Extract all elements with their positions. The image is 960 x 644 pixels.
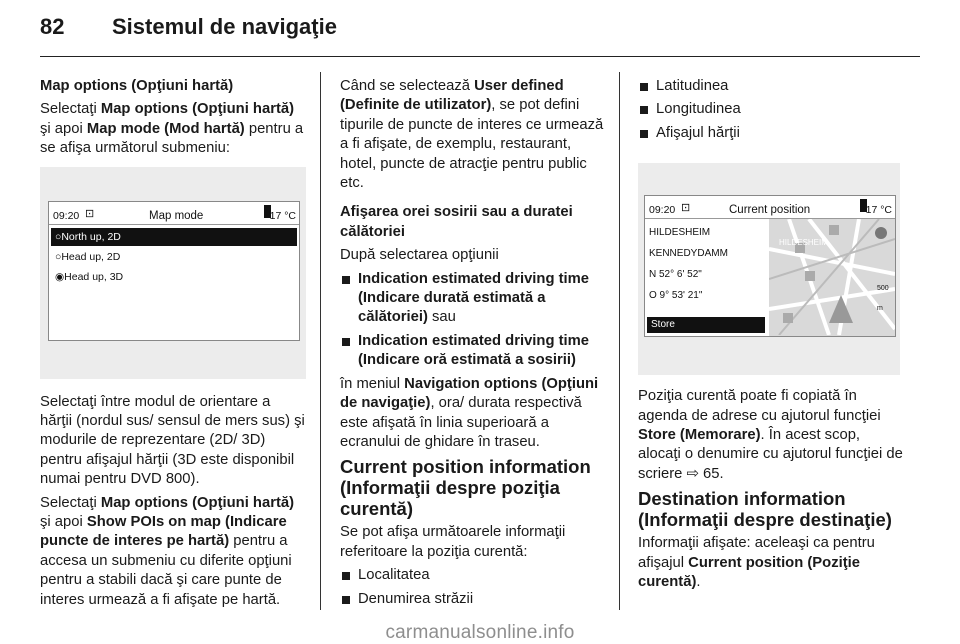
text-run: şi apoi bbox=[40, 120, 87, 137]
text-run: pentru a accesa un submeniu cu diferite opţiuni pentru a stabili dacă şi care punte de interes urmează a fi afişate pe hartă. bbox=[40, 533, 292, 608]
column-divider bbox=[619, 72, 620, 610]
temperature: 17 °C bbox=[865, 204, 892, 217]
bullet-item: Denumirea străzii bbox=[340, 590, 606, 609]
map-scale: 500 m bbox=[877, 285, 889, 312]
position-info bbox=[649, 222, 765, 306]
text-run: Selectaţi bbox=[40, 494, 101, 511]
screenshot-map-mode bbox=[40, 167, 306, 379]
paragraph: După selectarea opţiunii bbox=[340, 247, 499, 264]
map-view[interactable] bbox=[769, 219, 895, 336]
position-line: KENNEDYDAMM bbox=[649, 248, 728, 260]
radio-icon: ○ bbox=[55, 250, 62, 263]
text-run: , se pot defini tipurile de puncte de interes ce urmează a fi afişate, de exemplu, restaurant, hotel, puncte de atracţie pentru public etc. bbox=[340, 97, 604, 192]
bullet-item: Longitudinea bbox=[638, 100, 904, 119]
text-run: pentru a se afişa următorul submeniu: bbox=[40, 120, 304, 157]
text-run: . bbox=[696, 574, 701, 591]
paragraph: Se pot afişa următoarele informaţii referitoare la poziţia curentă: bbox=[340, 524, 566, 560]
screenshot-current-position bbox=[638, 163, 900, 375]
text-run: Map options (Opţiuni hartă) bbox=[100, 101, 295, 118]
radio-icon: ○ bbox=[55, 230, 62, 243]
bullet-item: Afişajul hărţii bbox=[638, 124, 904, 143]
text-run: ⇨ bbox=[686, 465, 699, 482]
text-run: Indication estimated driving time (Indicare durată estimată a călătoriei) bbox=[358, 270, 590, 326]
bullet-item: Latitudinea bbox=[638, 77, 904, 96]
text-run: sau bbox=[427, 309, 456, 326]
text-run: şi apoi bbox=[40, 514, 87, 531]
column-divider bbox=[320, 72, 321, 610]
back-icon: ⊡ bbox=[85, 207, 95, 220]
map-mode-option[interactable] bbox=[51, 268, 297, 286]
back-icon: ⊡ bbox=[681, 202, 691, 215]
text-run: . În acest scop, alocaţi o denumire cu ajutorul funcţiei de scriere bbox=[638, 427, 903, 482]
paragraph bbox=[40, 393, 306, 490]
option-label: North up, 2D bbox=[61, 230, 121, 243]
screen-title: Map mode bbox=[149, 209, 204, 222]
map-mode-option[interactable] bbox=[51, 228, 297, 246]
options-list bbox=[51, 228, 297, 288]
text-run: 65. bbox=[698, 465, 724, 482]
text-run: Show POIs on map (Indicare puncte de interes pe hartă) bbox=[40, 514, 287, 550]
text-run: Navigation options (Opţiuni de navigaţie) bbox=[340, 375, 599, 412]
text-run: în meniul bbox=[340, 375, 405, 392]
bullet-list bbox=[340, 270, 606, 371]
section-heading: Current position information (Informaţii despre poziţia curentă) bbox=[340, 456, 591, 520]
section-heading: Map options (Opţiuni hartă) bbox=[40, 78, 234, 94]
store-button[interactable]: Store bbox=[647, 317, 765, 333]
text-run: Indication estimated driving time (Indicare oră estimată a sosirii) bbox=[358, 332, 590, 369]
position-line: HILDESHEIM bbox=[649, 227, 711, 239]
paragraph bbox=[340, 375, 606, 453]
text-run: Current position (Poziţie curentă) bbox=[638, 554, 860, 591]
section-heading: Destination information (Informaţii despre destinaţie) bbox=[638, 488, 892, 531]
option-label: Head up, 2D bbox=[61, 250, 121, 263]
page-number: 82 bbox=[40, 14, 65, 39]
position-line: N 52° 6' 52" bbox=[649, 269, 702, 281]
text-run: Map mode (Mod hartă) bbox=[86, 120, 245, 137]
map-mode-option[interactable] bbox=[51, 248, 297, 266]
clock: 09:20 bbox=[53, 209, 80, 222]
bullet-item: Localitatea bbox=[340, 566, 606, 585]
option-label: Head up, 3D bbox=[64, 270, 124, 283]
column-1 bbox=[40, 77, 306, 614]
text-run: Store (Memorare) bbox=[638, 427, 761, 444]
screen-title: Current position bbox=[729, 204, 811, 217]
column-2 bbox=[340, 77, 606, 613]
page-header bbox=[40, 14, 337, 40]
bullet-item bbox=[340, 332, 606, 371]
text-run: Selectaţi bbox=[40, 101, 101, 118]
position-line: O 9° 53' 21" bbox=[649, 290, 703, 302]
chapter-title: Sistemul de navigaţie bbox=[112, 14, 337, 39]
paragraph bbox=[340, 77, 606, 193]
text-run: Când se selectează bbox=[340, 78, 475, 94]
paragraph bbox=[638, 387, 904, 484]
map-city-label: HILDESHEIM bbox=[779, 238, 828, 248]
paragraph bbox=[40, 494, 306, 610]
paragraph bbox=[40, 100, 306, 158]
text-run: Selectaţi între modul de orientare a hărţii (nordul sus/ sensul de mers sus) şi modurile de reprezentare (2D/ 3D) pentru afişajul hărţii (3D este disponibil numai pentru DVD 800). bbox=[40, 393, 305, 488]
text-run: User defined (Definite de utilizator) bbox=[340, 78, 564, 114]
radio-icon: ◉ bbox=[55, 270, 65, 283]
bullet-item bbox=[340, 270, 606, 328]
text-run: Map options (Opţiuni hartă) bbox=[100, 494, 295, 511]
header-rule bbox=[40, 56, 920, 57]
bullet-list bbox=[638, 77, 904, 143]
temperature: 17 °C bbox=[269, 209, 296, 222]
subsection-heading: Afişarea orei sosirii sau a duratei călătoriei bbox=[340, 204, 573, 240]
watermark: carmanualsonline.info bbox=[385, 622, 575, 643]
text-run: Poziţia curentă poate fi copiată în agenda de adrese cu ajutorul funcţiei bbox=[638, 388, 881, 424]
column-3 bbox=[638, 77, 904, 596]
clock: 09:20 bbox=[649, 204, 676, 217]
bullet-list bbox=[340, 566, 606, 609]
text-run: Informaţii afişate: aceleaşi ca pentru afişajul bbox=[638, 535, 875, 571]
text-run: , ora/ durata respectivă este afişată în linia superioară a ecranului de ghidare în traseu. bbox=[340, 395, 582, 450]
paragraph bbox=[638, 534, 904, 592]
